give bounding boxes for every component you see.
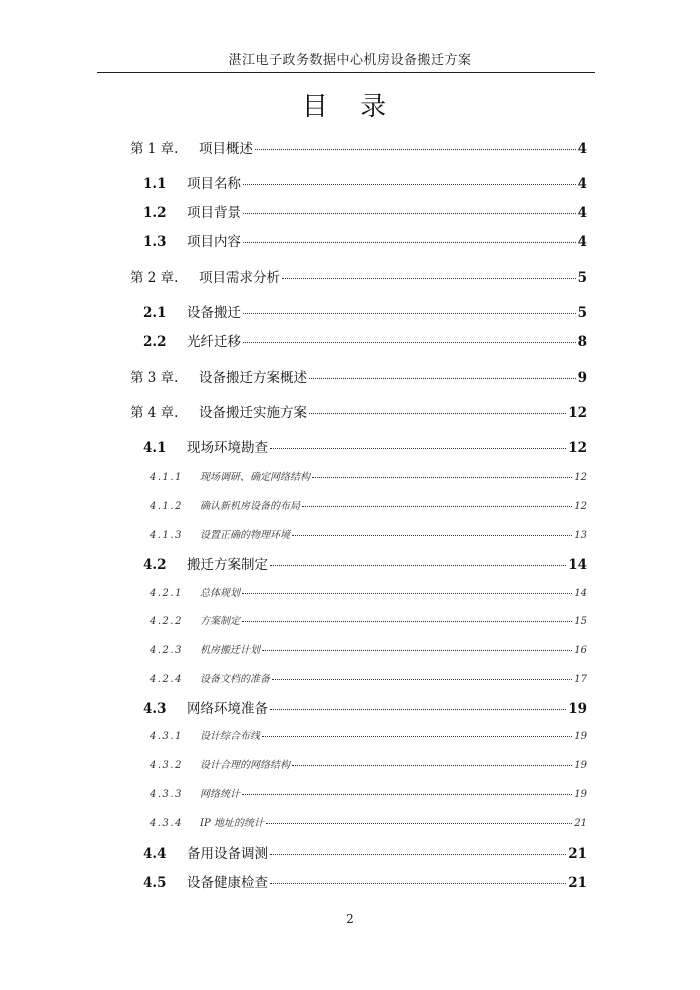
toc-entry-title: 设计综合布线 <box>200 731 260 742</box>
toc-entry-section-4-5[interactable] <box>143 871 587 891</box>
toc-entry-title: IP 地址的统计 <box>200 818 264 829</box>
toc-entry-subsection-4-2-2[interactable] <box>150 612 587 627</box>
page-number: 2 <box>346 912 354 926</box>
toc-entry-page: 13 <box>574 530 587 541</box>
dot-leader <box>309 413 566 414</box>
toc-entry-number: 4.2 <box>143 557 167 573</box>
toc-entry-number: 4.1.2 <box>150 501 183 512</box>
toc-entry-number: 第 4 章. <box>130 405 179 421</box>
toc-entry-section-1-3[interactable] <box>143 230 587 250</box>
dot-leader <box>243 342 576 343</box>
dot-leader <box>272 679 572 680</box>
toc-entry-title: 项目背景 <box>187 205 241 221</box>
dot-leader <box>292 765 572 766</box>
dot-leader <box>270 854 566 855</box>
toc-entry-page: 4 <box>577 141 587 157</box>
toc-entry-title: 机房搬迁计划 <box>200 645 260 656</box>
toc-entry-title: 设备文档的准备 <box>200 674 270 685</box>
dot-leader <box>243 184 576 185</box>
toc-entry-chapter-3[interactable] <box>130 366 587 386</box>
dot-leader <box>266 823 572 824</box>
dot-leader <box>270 709 566 710</box>
toc-entry-chapter-1[interactable] <box>130 137 587 157</box>
toc-entry-title: 设备健康检查 <box>187 875 268 891</box>
toc-entry-title: 设备搬迁 <box>187 305 241 321</box>
toc-entry-page: 4 <box>577 205 587 221</box>
toc-entry-section-1-1[interactable] <box>143 172 587 192</box>
toc-entry-number: 4.3.3 <box>150 789 183 800</box>
dot-leader <box>270 448 566 449</box>
toc-entry-subsection-4-3-3[interactable] <box>150 785 587 800</box>
toc-entry-number: 1.1 <box>143 176 167 192</box>
dot-leader <box>242 621 572 622</box>
toc-entry-page: 4 <box>577 234 587 250</box>
toc-entry-number: 1.2 <box>143 205 167 221</box>
toc-entry-number: 4.2.4 <box>150 674 183 685</box>
toc-entry-subsection-4-3-1[interactable] <box>150 727 587 742</box>
toc-entry-number: 4.2.1 <box>150 588 183 599</box>
dot-leader <box>243 313 576 314</box>
toc-entry-page: 8 <box>577 334 587 350</box>
toc-entry-section-2-2[interactable] <box>143 330 587 350</box>
toc-entry-subsection-4-1-2[interactable] <box>150 497 587 512</box>
toc-entry-page: 4 <box>577 176 587 192</box>
dot-leader <box>309 378 576 379</box>
toc-entry-title: 现场环境勘查 <box>187 440 268 456</box>
toc-entry-subsection-4-1-1[interactable] <box>150 468 587 483</box>
toc-entry-page: 12 <box>574 472 587 483</box>
toc-entry-page: 14 <box>574 588 587 599</box>
dot-leader <box>255 149 576 150</box>
dot-leader <box>270 565 566 566</box>
toc-entry-page: 21 <box>574 818 587 829</box>
toc-entry-page: 15 <box>574 616 587 627</box>
dot-leader <box>262 736 572 737</box>
toc-entry-subsection-4-3-2[interactable] <box>150 756 587 771</box>
toc-entry-title: 网络环境准备 <box>187 701 268 717</box>
dot-leader <box>302 506 572 507</box>
toc-entry-title: 网络统计 <box>200 789 240 800</box>
toc-entry-page: 9 <box>577 370 587 386</box>
toc-entry-section-4-1[interactable] <box>143 436 587 456</box>
toc-entry-page: 12 <box>574 501 587 512</box>
dot-leader <box>242 794 572 795</box>
toc-entry-number: 4.2.2 <box>150 616 183 627</box>
toc-entry-section-2-1[interactable] <box>143 301 587 321</box>
toc-entry-page: 14 <box>568 557 587 573</box>
toc-entry-title: 设计合理的网络结构 <box>200 760 290 771</box>
toc-entry-page: 19 <box>574 789 587 800</box>
toc-entry-section-1-2[interactable] <box>143 201 587 221</box>
toc-entry-title: 项目名称 <box>187 176 241 192</box>
dot-leader <box>243 242 576 243</box>
toc-entry-number: 4.3.4 <box>150 818 183 829</box>
toc-entry-subsection-4-3-4[interactable] <box>150 814 587 829</box>
toc-entry-number: 4.1.3 <box>150 530 183 541</box>
toc-entry-number: 2.2 <box>143 334 167 350</box>
toc-entry-title: 设置正确的物理环境 <box>200 530 290 541</box>
toc-entry-title: 现场调研、确定网络结构 <box>200 472 310 483</box>
toc-entry-number: 4.1.1 <box>150 472 183 483</box>
toc-entry-number: 4.5 <box>143 875 167 891</box>
toc-entry-number: 4.4 <box>143 846 167 862</box>
toc-entry-title: 搬迁方案制定 <box>187 557 268 573</box>
toc-entry-page: 17 <box>574 674 587 685</box>
toc-entry-page: 5 <box>577 305 587 321</box>
toc-entry-title: 设备搬迁实施方案 <box>199 405 307 421</box>
toc-entry-subsection-4-2-1[interactable] <box>150 584 587 599</box>
toc-entry-page: 12 <box>568 405 587 421</box>
toc-entry-page: 19 <box>574 731 587 742</box>
toc-entry-page: 16 <box>574 645 587 656</box>
toc-entry-section-4-3[interactable] <box>143 697 587 717</box>
dot-leader <box>282 278 576 279</box>
toc-entry-title: 方案制定 <box>200 616 240 627</box>
toc-entry-chapter-4[interactable] <box>130 401 587 421</box>
toc-entry-section-4-2[interactable] <box>143 553 587 573</box>
toc-entry-title: 设备搬迁方案概述 <box>199 370 307 386</box>
toc-entry-page: 21 <box>568 875 587 891</box>
toc-entry-subsection-4-1-3[interactable] <box>150 526 587 541</box>
toc-entry-number: 2.1 <box>143 305 167 321</box>
toc-entry-number: 4.2.3 <box>150 645 183 656</box>
toc-entry-page: 21 <box>568 846 587 862</box>
toc-entry-title: 总体规划 <box>200 588 240 599</box>
toc-entry-page: 19 <box>568 701 587 717</box>
toc-entry-number: 1.3 <box>143 234 167 250</box>
dot-leader <box>242 593 572 594</box>
toc-entry-number: 4.3.1 <box>150 731 183 742</box>
toc-entry-number: 4.3.2 <box>150 760 183 771</box>
toc-entry-title: 项目内容 <box>187 234 241 250</box>
toc-entry-title: 项目概述 <box>199 141 253 157</box>
dot-leader <box>270 883 566 884</box>
toc-entry-number: 4.3 <box>143 701 167 717</box>
toc-entry-page: 19 <box>574 760 587 771</box>
toc-entry-title: 备用设备调测 <box>187 846 268 862</box>
toc-entry-subsection-4-2-4[interactable] <box>150 670 587 685</box>
dot-leader <box>262 650 572 651</box>
running-header: 湛江电子政务数据中心机房设备搬迁方案 <box>228 53 472 68</box>
dot-leader <box>292 535 572 536</box>
toc-title: 目 录 <box>301 92 399 122</box>
toc-entry-title: 项目需求分析 <box>199 270 280 286</box>
toc-entry-page: 12 <box>568 440 587 456</box>
dot-leader <box>243 213 576 214</box>
toc-entry-section-4-4[interactable] <box>143 842 587 862</box>
toc-entry-number: 第 2 章. <box>130 270 179 286</box>
toc-entry-number: 4.1 <box>143 440 167 456</box>
toc-entry-title: 光纤迁移 <box>187 334 241 350</box>
dot-leader <box>312 477 572 478</box>
toc-entry-chapter-2[interactable] <box>130 266 587 286</box>
toc-entry-page: 5 <box>577 270 587 286</box>
toc-entry-title: 确认新机房设备的布局 <box>200 501 300 512</box>
toc-entry-number: 第 3 章. <box>130 370 179 386</box>
toc-entry-number: 第 1 章. <box>130 141 179 157</box>
toc-entry-subsection-4-2-3[interactable] <box>150 641 587 656</box>
